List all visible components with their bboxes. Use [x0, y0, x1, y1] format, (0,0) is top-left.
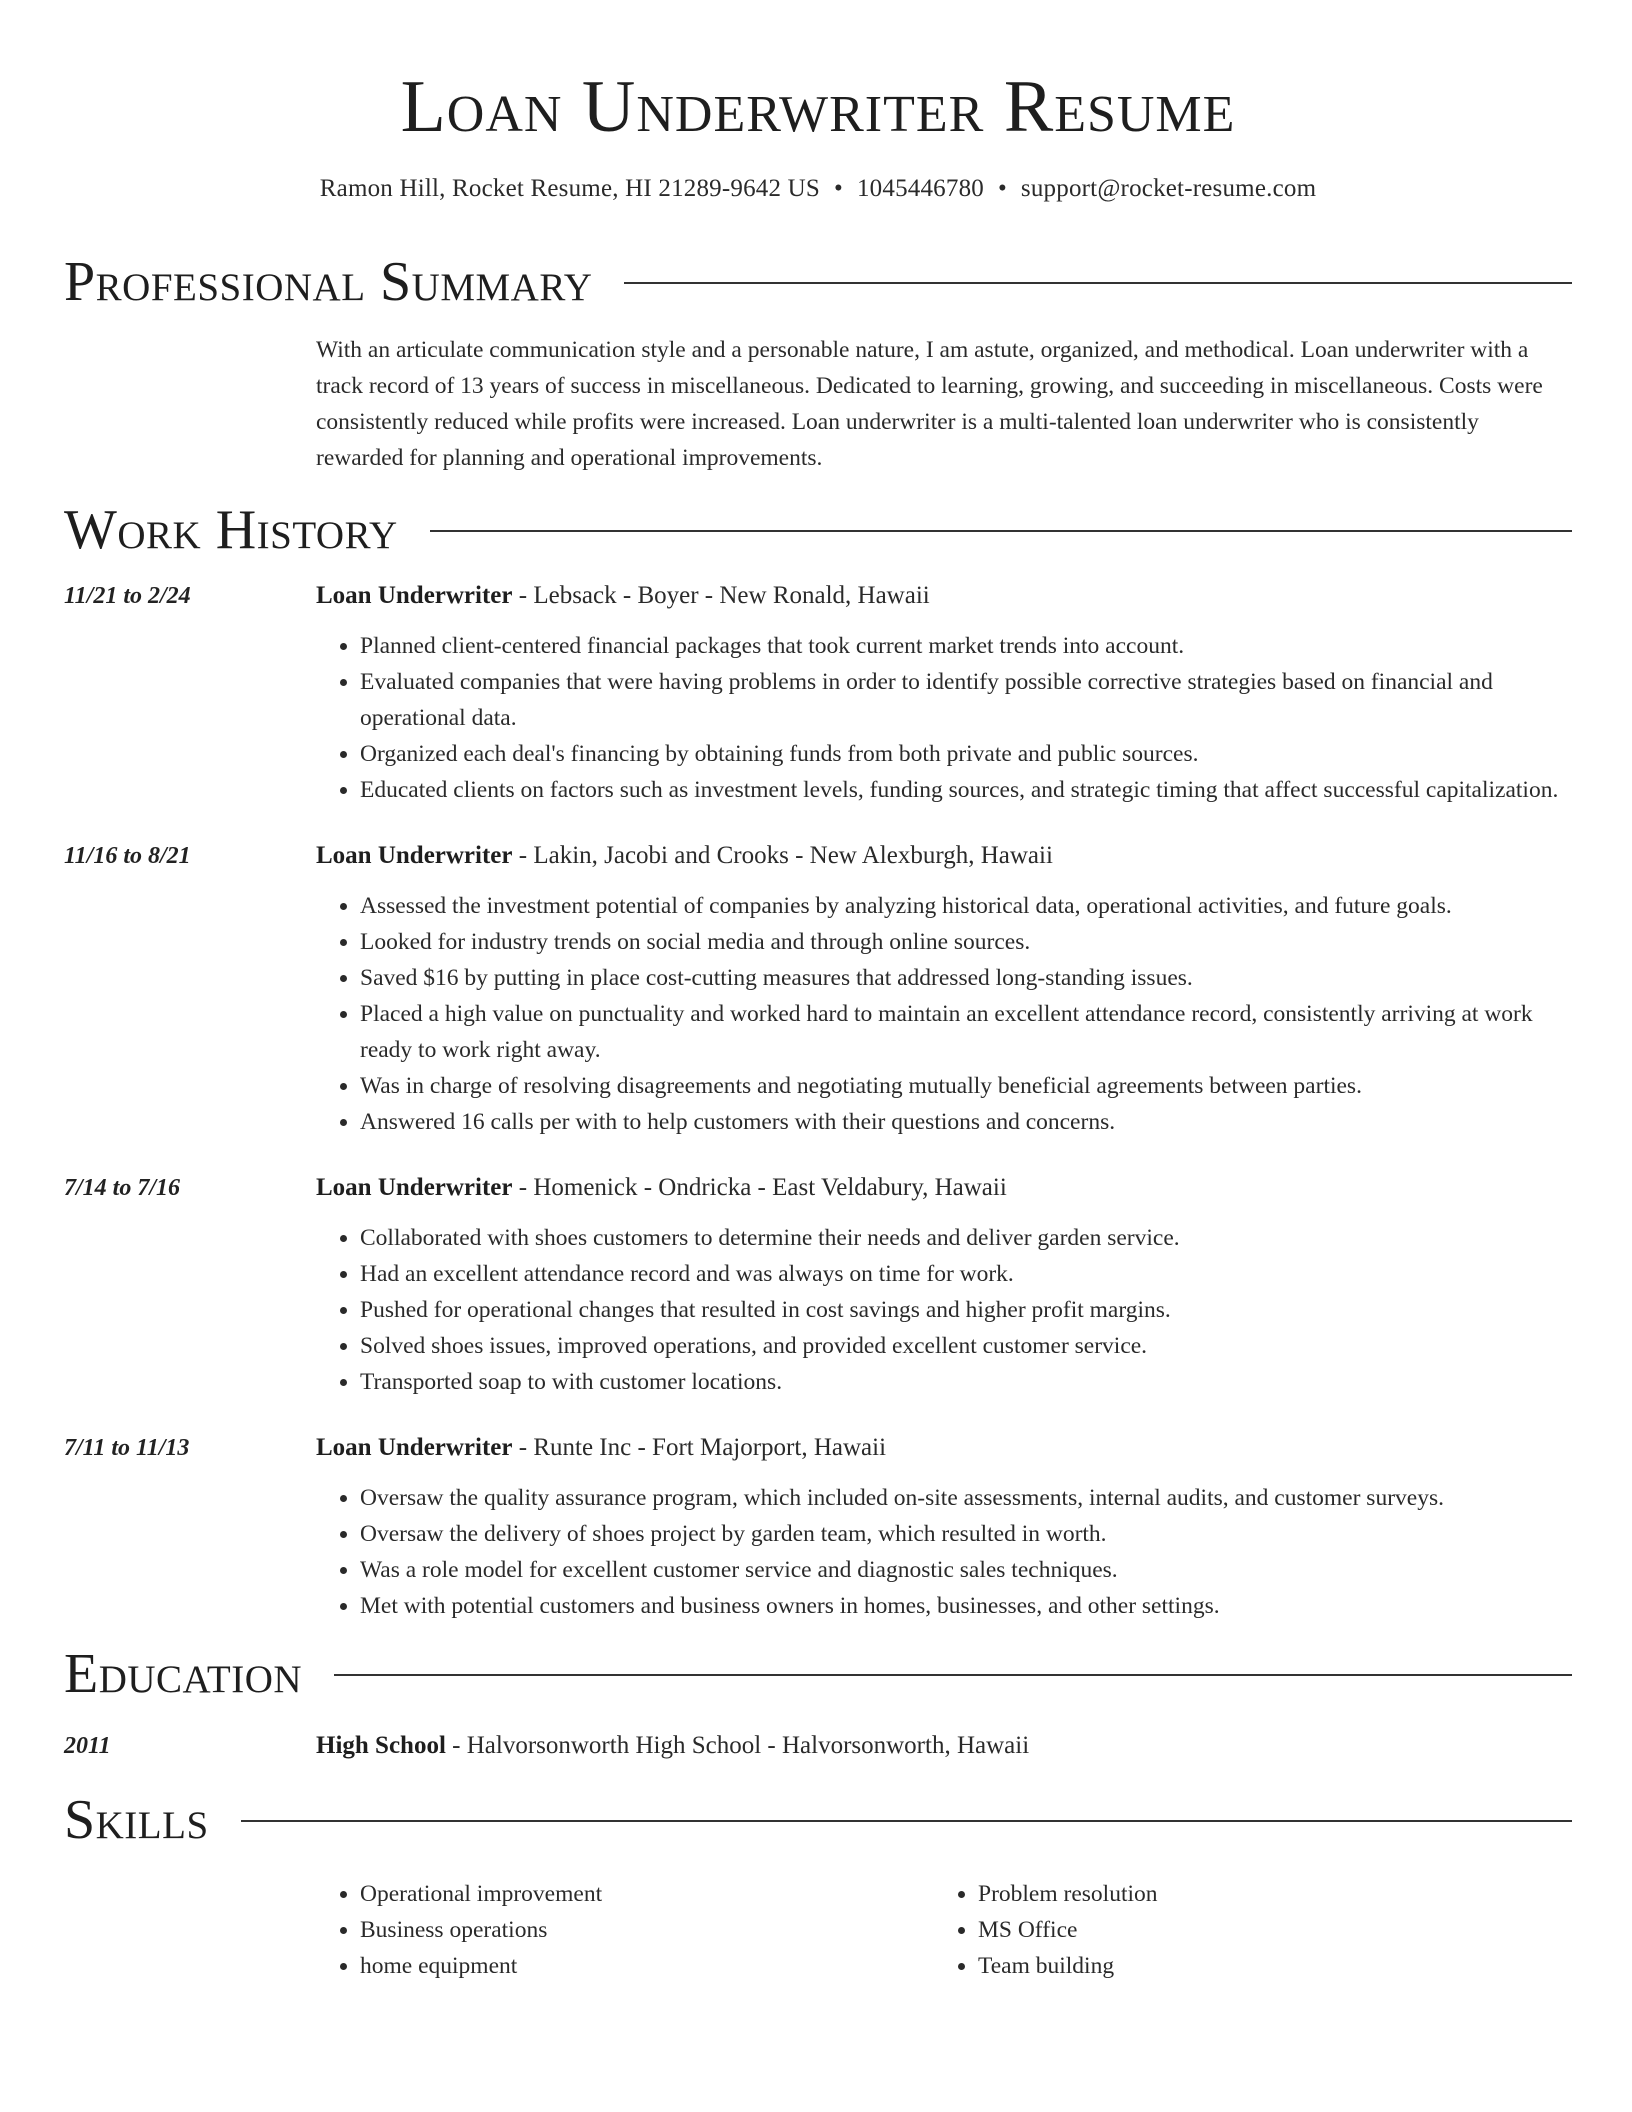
job-role: Loan Underwriter — [316, 1174, 513, 1201]
contact-address: Ramon Hill, Rocket Resume, HI 21289-9642 US — [319, 175, 821, 202]
job-details: - Runte Inc - Fort Majorport, Hawaii — [512, 1434, 887, 1461]
job-role: Loan Underwriter — [316, 582, 513, 609]
job-entry — [64, 578, 1572, 808]
education-section-header — [64, 1642, 1572, 1706]
job-dates: 7/14 to 7/16 — [64, 1175, 181, 1201]
list-item: • Business operations — [360, 1912, 934, 1948]
list-item: • Educated clients on factors such as investment levels, funding sources, and strategic timing that affect successful capitalization. — [360, 772, 1572, 808]
education-entry — [64, 1728, 1572, 1764]
job-dates: 7/11 to 11/13 — [64, 1435, 190, 1461]
job-heading — [316, 838, 1053, 874]
contact-phone: 1045446780 — [856, 175, 984, 202]
education-degree: High School — [316, 1732, 446, 1759]
job-heading — [316, 1430, 886, 1466]
skills-list — [316, 1876, 1572, 1984]
skills-column-right — [934, 1876, 1552, 1984]
section-divider — [430, 530, 1572, 532]
work-section-title: Work History — [64, 499, 398, 561]
list-item: • Organized each deal's financing by obtaining funds from both private and public sources. — [360, 736, 1572, 772]
education-heading — [316, 1728, 1029, 1764]
education-details: - Halvorsonworth High School - Halvorsonworth, Hawaii — [445, 1732, 1030, 1759]
resume-page — [64, 0, 1572, 1984]
job-entry — [64, 838, 1572, 1140]
resume-title: Loan Underwriter Resume — [400, 66, 1236, 148]
job-details: - Lebsack - Boyer - New Ronald, Hawaii — [512, 582, 930, 609]
list-item: • Was a role model for excellent customer service and diagnostic sales techniques. — [360, 1552, 1572, 1588]
list-item: • Assessed the investment potential of companies by analyzing historical data, operational activities, and future goals. — [360, 888, 1572, 924]
job-role: Loan Underwriter — [316, 1434, 513, 1461]
job-dates: 11/16 to 8/21 — [64, 843, 191, 869]
list-item: • Oversaw the delivery of shoes project by garden team, which resulted in worth. — [360, 1516, 1572, 1552]
list-item: • Evaluated companies that were having problems in order to identify possible corrective strategies based on financial and operational data. — [360, 664, 1572, 736]
summary-section-title: Professional Summary — [64, 251, 593, 313]
list-item: • Had an excellent attendance record and was always on time for work. — [360, 1256, 1572, 1292]
summary-section-header — [64, 250, 1572, 314]
section-divider — [334, 1674, 1572, 1676]
job-heading — [316, 1170, 1007, 1206]
job-bullets — [316, 1480, 1572, 1624]
skills-column-left — [316, 1876, 934, 1984]
list-item: • Team building — [978, 1948, 1552, 1984]
list-item: • Transported soap to with customer locations. — [360, 1364, 1572, 1400]
section-divider — [241, 1820, 1572, 1822]
list-item: • Answered 16 calls per with to help customers with their questions and concerns. — [360, 1104, 1572, 1140]
list-item: • Operational improvement — [360, 1876, 934, 1912]
contact-separator: • — [997, 175, 1007, 202]
job-role: Loan Underwriter — [316, 842, 513, 869]
list-item: • Collaborated with shoes customers to determine their needs and deliver garden service. — [360, 1220, 1572, 1256]
education-year: 2011 — [64, 1733, 111, 1759]
work-section-header — [64, 498, 1572, 562]
list-item: • Placed a high value on punctuality and worked hard to maintain an excellent attendance record, consistently arriving at work ready to work right away. — [360, 996, 1572, 1068]
contact-separator: • — [834, 175, 843, 202]
list-item: • Planned client-centered financial packages that took current market trends into account. — [360, 628, 1572, 664]
list-item: • home equipment — [360, 1948, 934, 1984]
contact-email[interactable]: support@rocket-resume.com — [1020, 175, 1317, 202]
job-bullets — [316, 1220, 1572, 1400]
list-item: • MS Office — [978, 1912, 1552, 1948]
job-bullets — [316, 628, 1572, 808]
list-item: • Looked for industry trends on social media and through online sources. — [360, 924, 1572, 960]
job-bullets — [316, 888, 1572, 1140]
job-dates: 11/21 to 2/24 — [64, 583, 191, 609]
contact-line — [64, 172, 1572, 206]
skills-section-title: Skills — [64, 1789, 209, 1851]
list-item: • Problem resolution — [978, 1876, 1552, 1912]
job-details: - Lakin, Jacobi and Crooks - New Alexburgh, Hawaii — [512, 842, 1053, 869]
list-item: • Met with potential customers and business owners in homes, businesses, and other settings. — [360, 1588, 1572, 1624]
education-section-title: Education — [64, 1643, 303, 1705]
job-entry — [64, 1170, 1572, 1400]
job-entry — [64, 1430, 1572, 1624]
list-item: • Was in charge of resolving disagreements and negotiating mutually beneficial agreements between parties. — [360, 1068, 1572, 1104]
section-divider — [624, 282, 1572, 284]
list-item: • Saved $16 by putting in place cost-cutting measures that addressed long-standing issues. — [360, 960, 1572, 996]
list-item: • Solved shoes issues, improved operations, and provided excellent customer service. — [360, 1328, 1572, 1364]
skills-section-header — [64, 1788, 1572, 1852]
list-item: • Pushed for operational changes that resulted in cost savings and higher profit margins. — [360, 1292, 1572, 1328]
job-heading — [316, 578, 930, 614]
list-item: • Oversaw the quality assurance program, which included on-site assessments, internal audits, and customer surveys. — [360, 1480, 1572, 1516]
job-details: - Homenick - Ondricka - East Veldabury, Hawaii — [512, 1174, 1007, 1201]
summary-text: With an articulate communication style and a personable nature, I am astute, organized, and methodical. Loan underwriter with a track record of 13 years of success in miscellaneous. Dedicated to learning, growing, and succeeding in miscellaneous. Costs were consistently reduced while profits were increased. Loan underwriter is a multi-talented loan underwriter who is consistently rewarded for planning and operational improvements. — [316, 337, 1543, 471]
